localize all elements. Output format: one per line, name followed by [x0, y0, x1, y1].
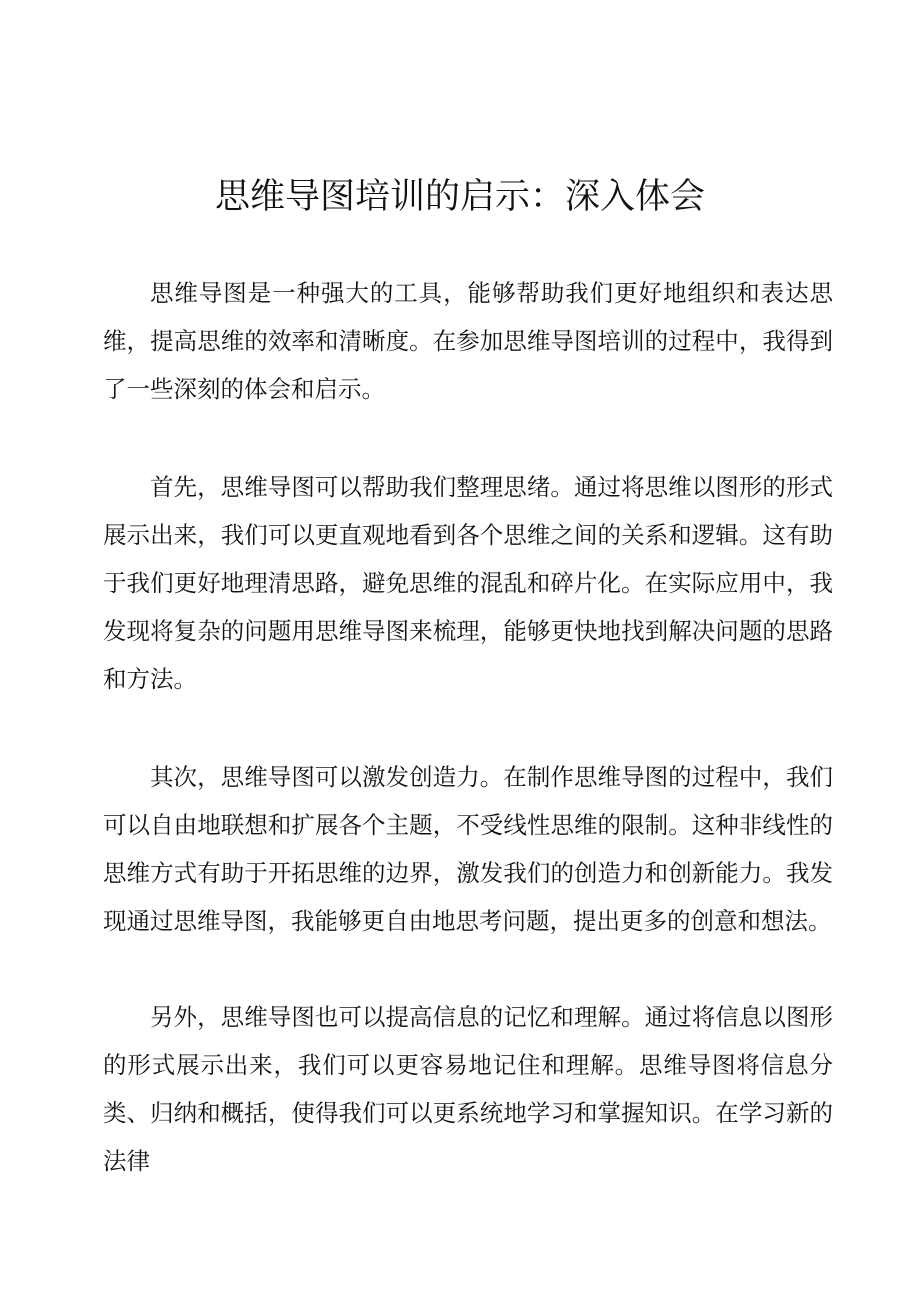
- paragraph-organize-thoughts: 首先，思维导图可以帮助我们整理思绪。通过将思维以图形的形式展示出来，我们可以更直观地看到各个思维之间的关系和逻辑。这有助于我们更好地理清思路，避免思维的混乱和碎片化。在实际应用中，我发现将复杂的问题用思维导图来梳理，能够更快地找到解决问题的思路和方法。: [103, 473, 833, 693]
- paragraph-creativity: 其次，思维导图可以激发创造力。在制作思维导图的过程中，我们可以自由地联想和扩展各个主题，不受线性思维的限制。这种非线性的思维方式有助于开拓思维的边界，激发我们的创造力和创新能力。我发现通过思维导图，我能够更自由地思考问题，提出更多的创意和想法。: [103, 763, 833, 935]
- paragraph-memory: 另外，思维导图也可以提高信息的记忆和理解。通过将信息以图形的形式展示出来，我们可以更容易地记住和理解。思维导图将信息分类、归纳和概括，使得我们可以更系统地学习和掌握知识。在学习新的法律: [103, 1003, 833, 1175]
- document-title: 思维导图培训的启示：深入体会: [214, 177, 705, 217]
- paragraph-intro: 思维导图是一种强大的工具，能够帮助我们更好地组织和表达思维，提高思维的效率和清晰度。在参加思维导图培训的过程中，我得到了一些深刻的体会和启示。: [103, 279, 833, 403]
